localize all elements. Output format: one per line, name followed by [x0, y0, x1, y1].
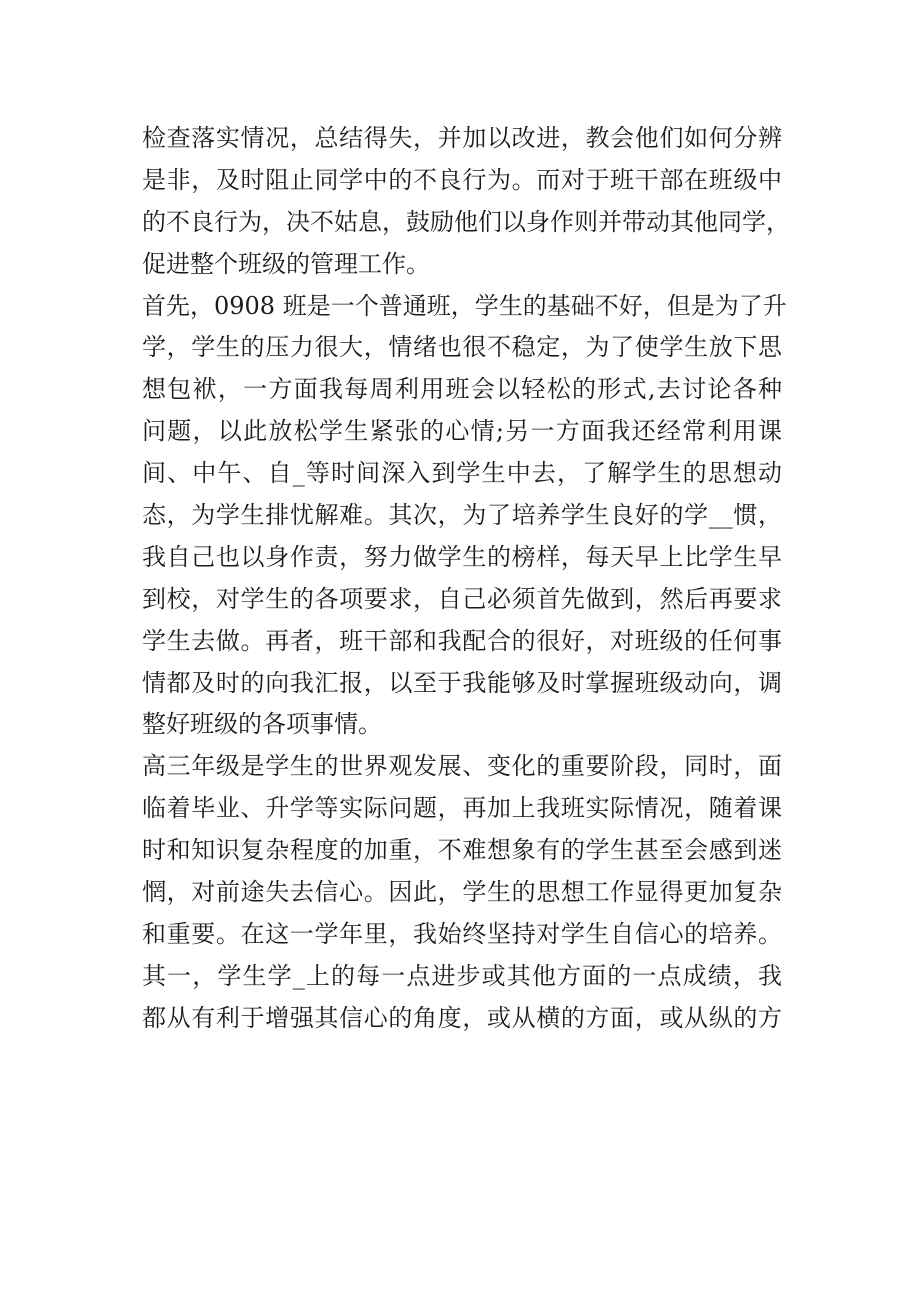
- text-line: 其一，学生学_上的每一点进步或其他方面的一点成绩，我: [142, 961, 782, 990]
- text-line: 是非，及时阻止同学中的不良行为。而对于班干部在班级中: [142, 165, 782, 194]
- text-line: 惘，对前途失去信心。因此，学生的思想工作显得更加复杂: [142, 878, 782, 907]
- text-line: 首先，0908 班是一个普通班，学生的基础不好，但是为了升: [142, 291, 787, 320]
- text-line: 间、中午、自_等时间深入到学生中去，了解学生的思想动: [142, 459, 782, 488]
- text-line: 情都及时的向我汇报，以至于我能够及时掌握班级动向，调: [142, 668, 782, 697]
- text-line: 问题，以此放松学生紧张的心情;另一方面我还经常利用课: [142, 417, 782, 446]
- text-line: 和重要。在这一学年里，我始终坚持对学生自信心的培养。: [142, 919, 782, 948]
- text-line: 促进整个班级的管理工作。: [142, 249, 430, 278]
- text-line: 学生去做。再者，班干部和我配合的很好，对班级的任何事: [142, 626, 782, 655]
- text-line: 态，为学生排忧解难。其次，为了培养学生良好的学__惯，: [142, 501, 782, 530]
- text-line: 检查落实情况，总结得失，并加以改进，教会他们如何分辨: [142, 124, 782, 152]
- body-text: [142, 118, 790, 1040]
- text-line: 的不良行为，决不姑息，鼓励他们以身作则并带动其他同学，: [142, 207, 790, 236]
- text-line: 到校，对学生的各项要求，自己必须首先做到，然后再要求: [142, 584, 782, 613]
- text-line: 想包袱，一方面我每周利用班会以轻松的形式,去讨论各种: [142, 375, 782, 404]
- text-line: 临着毕业、升学等实际问题，再加上我班实际情况，随着课: [142, 794, 782, 823]
- text-line: 整好班级的各项事情。: [142, 710, 382, 739]
- text-line: 都从有利于增强其信心的角度，或从横的方面，或从纵的方: [142, 1003, 782, 1032]
- text-line: 学，学生的压力很大，情绪也很不稳定，为了使学生放下思: [142, 333, 782, 362]
- text-line: 时和知识复杂程度的加重，不难想象有的学生甚至会感到迷: [142, 836, 782, 865]
- text-line: 我自己也以身作责，努力做学生的榜样，每天早上比学生早: [142, 542, 782, 571]
- text-line: 高三年级是学生的世界观发展、变化的重要阶段，同时，面: [142, 752, 782, 781]
